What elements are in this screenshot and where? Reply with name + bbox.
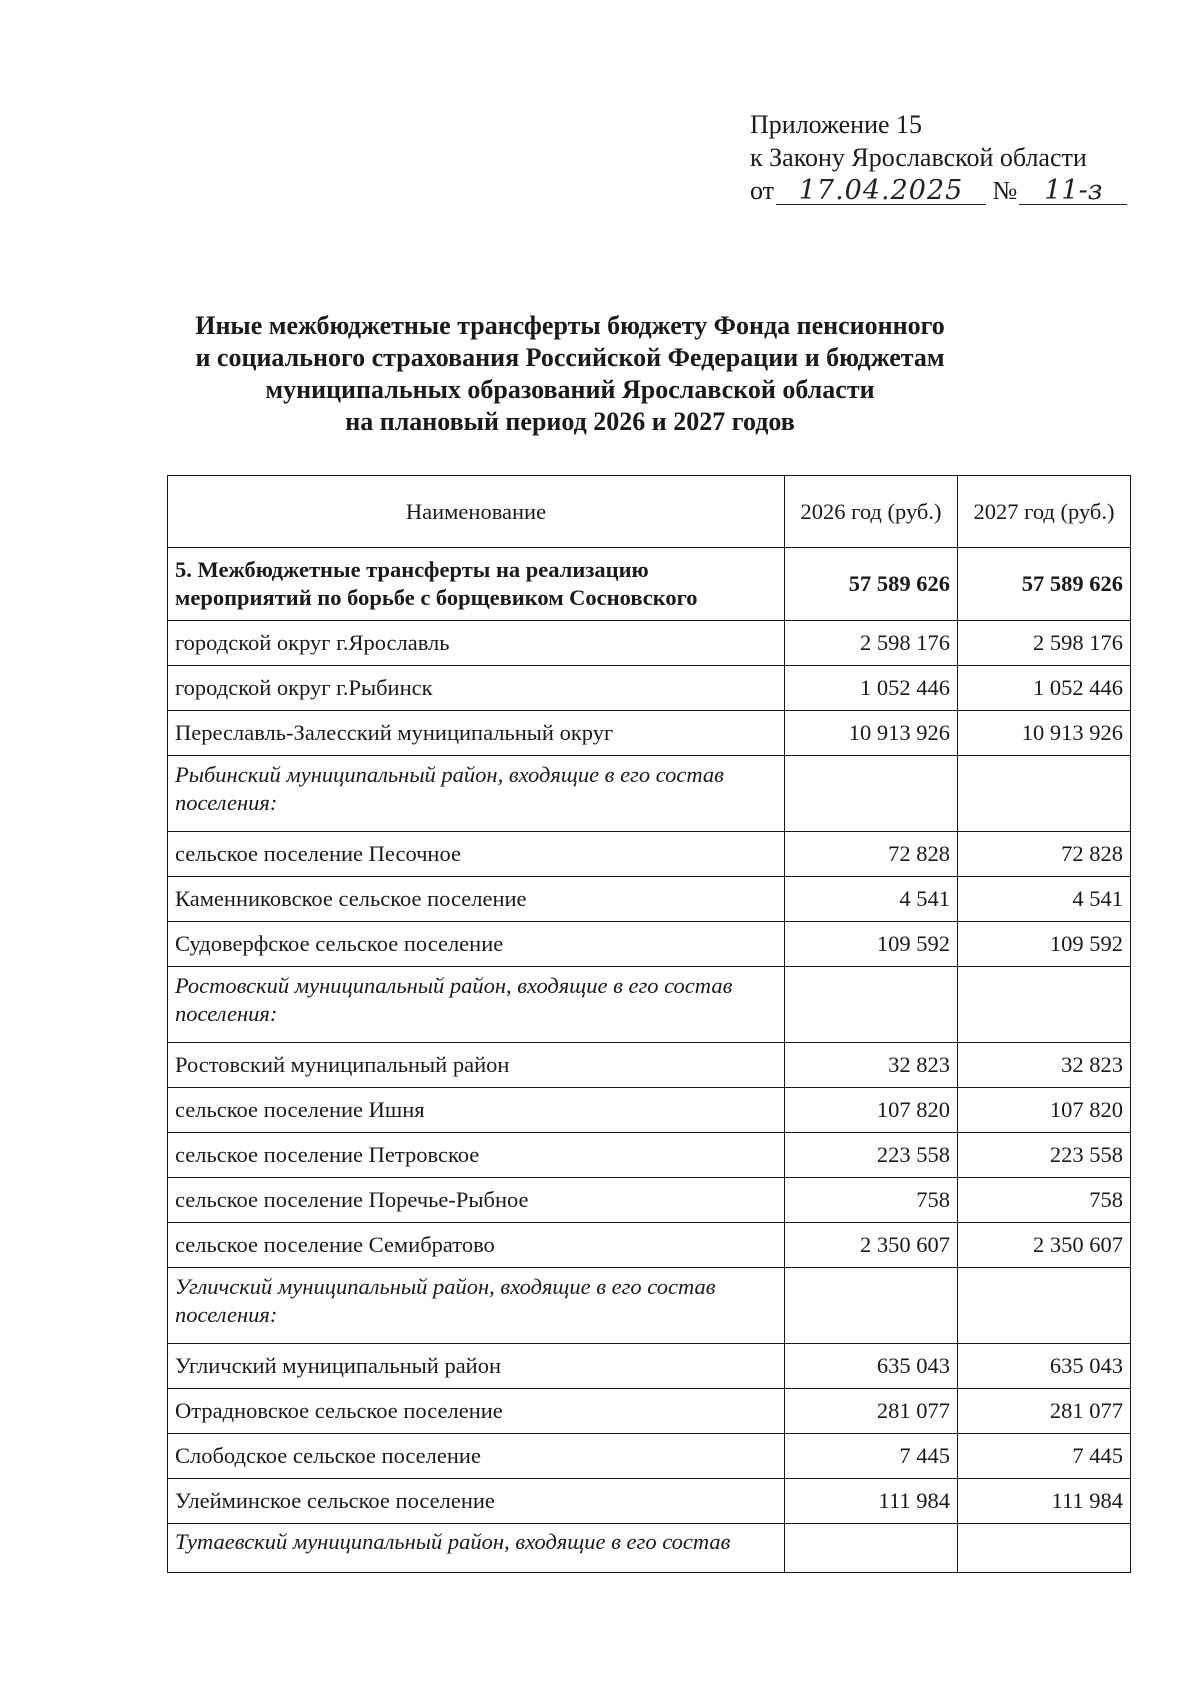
table-row xyxy=(168,877,1131,922)
appendix-law-reference: к Закону Ярославской области xyxy=(750,143,1087,172)
row-value-2027: 107 820 xyxy=(958,1088,1131,1133)
row-name: сельское поселение Семибратово xyxy=(168,1223,785,1268)
row-value-2027: 10 913 926 xyxy=(958,711,1131,756)
table-row xyxy=(168,1178,1131,1223)
row-value-2027: 635 043 xyxy=(958,1344,1131,1389)
row-name: сельское поселение Песочное xyxy=(168,832,785,877)
row-value-2026: 2 350 607 xyxy=(785,1223,958,1268)
row-name: Судоверфское сельское поселение xyxy=(168,922,785,967)
row-name: сельское поселение Поречье-Рыбное xyxy=(168,1178,785,1223)
table-row xyxy=(168,711,1131,756)
row-name: сельское поселение Ишня xyxy=(168,1088,785,1133)
number-prefix: № xyxy=(992,176,1018,205)
row-name: сельское поселение Петровское xyxy=(168,1133,785,1178)
row-value-2027 xyxy=(958,967,1131,1043)
row-value-2027: 7 445 xyxy=(958,1434,1131,1479)
row-value-2026 xyxy=(785,756,958,832)
row-name: Угличский муниципальный район xyxy=(168,1344,785,1389)
row-value-2027: 2 598 176 xyxy=(958,621,1131,666)
row-value-2026: 4 541 xyxy=(785,877,958,922)
table-row xyxy=(168,621,1131,666)
table-row-subheading xyxy=(168,1524,1131,1573)
header-2027: 2027 год (руб.) xyxy=(958,476,1131,548)
row-name: Слободское сельское поселение xyxy=(168,1434,785,1479)
row-value-2027: 32 823 xyxy=(958,1043,1131,1088)
table-row xyxy=(168,1344,1131,1389)
table-row xyxy=(168,1133,1131,1178)
row-value-2027: 2 350 607 xyxy=(958,1223,1131,1268)
row-value-2026: 2 598 176 xyxy=(785,621,958,666)
header-name: Наименование xyxy=(168,476,785,548)
row-value-2027: 4 541 xyxy=(958,877,1131,922)
handwritten-number: 11-з xyxy=(1019,178,1127,205)
row-value-2026: 1 052 446 xyxy=(785,666,958,711)
table-row xyxy=(168,1088,1131,1133)
table-row-subheading xyxy=(168,967,1131,1043)
row-name: Улейминское сельское поселение xyxy=(168,1479,785,1524)
row-name: Ростовский муниципальный район, входящие в его состав поселения: xyxy=(168,967,785,1043)
date-prefix: от xyxy=(750,176,775,205)
row-value-2027 xyxy=(958,756,1131,832)
row-name: Рыбинский муниципальный район, входящие в его состав поселения: xyxy=(168,756,785,832)
row-value-2027 xyxy=(958,1268,1131,1344)
row-name: Отрадновское сельское поселение xyxy=(168,1389,785,1434)
title-line-3: муниципальных образований Ярославской области xyxy=(265,375,875,404)
row-name: 5. Межбюджетные трансферты на реализацию мероприятий по борьбе с борщевиком Сосновского xyxy=(168,548,785,621)
row-value-2027: 109 592 xyxy=(958,922,1131,967)
table-row xyxy=(168,1434,1131,1479)
table-row xyxy=(168,832,1131,877)
document-title xyxy=(160,310,980,438)
table-header-row xyxy=(168,476,1131,548)
row-value-2026: 57 589 626 xyxy=(785,548,958,621)
row-name: Каменниковское сельское поселение xyxy=(168,877,785,922)
row-name: городской округ г.Рыбинск xyxy=(168,666,785,711)
table-row xyxy=(168,922,1131,967)
row-value-2026: 10 913 926 xyxy=(785,711,958,756)
row-value-2026: 111 984 xyxy=(785,1479,958,1524)
table-row xyxy=(168,1389,1131,1434)
row-value-2026: 281 077 xyxy=(785,1389,958,1434)
table-row xyxy=(168,1479,1131,1524)
row-value-2027: 758 xyxy=(958,1178,1131,1223)
row-value-2026 xyxy=(785,1268,958,1344)
row-name: Угличский муниципальный район, входящие в его состав поселения: xyxy=(168,1268,785,1344)
title-line-2: и социального страхования Российской Федерации и бюджетам xyxy=(195,343,945,372)
table-row xyxy=(168,1043,1131,1088)
appendix-title: Приложение 15 xyxy=(750,110,923,139)
row-name: Переславль-Залесский муниципальный округ xyxy=(168,711,785,756)
row-value-2026: 7 445 xyxy=(785,1434,958,1479)
appendix-block xyxy=(750,108,1127,207)
transfers-table xyxy=(167,475,1131,1573)
appendix-date-line xyxy=(750,174,1127,207)
title-line-4: на плановый период 2026 и 2027 годов xyxy=(345,407,795,436)
handwritten-date: 17.04.2025 xyxy=(776,178,986,205)
table-row-total xyxy=(168,548,1131,621)
row-value-2026: 635 043 xyxy=(785,1344,958,1389)
row-value-2026: 72 828 xyxy=(785,832,958,877)
row-value-2026: 758 xyxy=(785,1178,958,1223)
row-value-2027: 57 589 626 xyxy=(958,548,1131,621)
title-line-1: Иные межбюджетные трансферты бюджету Фонда пенсионного xyxy=(195,311,945,340)
row-value-2026: 32 823 xyxy=(785,1043,958,1088)
row-value-2026: 223 558 xyxy=(785,1133,958,1178)
header-2026: 2026 год (руб.) xyxy=(785,476,958,548)
table-row xyxy=(168,1223,1131,1268)
row-name: Ростовский муниципальный район xyxy=(168,1043,785,1088)
row-name: городской округ г.Ярославль xyxy=(168,621,785,666)
row-value-2026: 107 820 xyxy=(785,1088,958,1133)
row-name: Тутаевский муниципальный район, входящие в его состав xyxy=(168,1524,785,1573)
row-value-2026 xyxy=(785,967,958,1043)
row-value-2027: 72 828 xyxy=(958,832,1131,877)
row-value-2027 xyxy=(958,1524,1131,1573)
table-row-subheading xyxy=(168,756,1131,832)
row-value-2027: 111 984 xyxy=(958,1479,1131,1524)
row-value-2027: 1 052 446 xyxy=(958,666,1131,711)
table-row xyxy=(168,666,1131,711)
table-row-subheading xyxy=(168,1268,1131,1344)
row-value-2027: 223 558 xyxy=(958,1133,1131,1178)
row-value-2027: 281 077 xyxy=(958,1389,1131,1434)
row-value-2026 xyxy=(785,1524,958,1573)
row-value-2026: 109 592 xyxy=(785,922,958,967)
